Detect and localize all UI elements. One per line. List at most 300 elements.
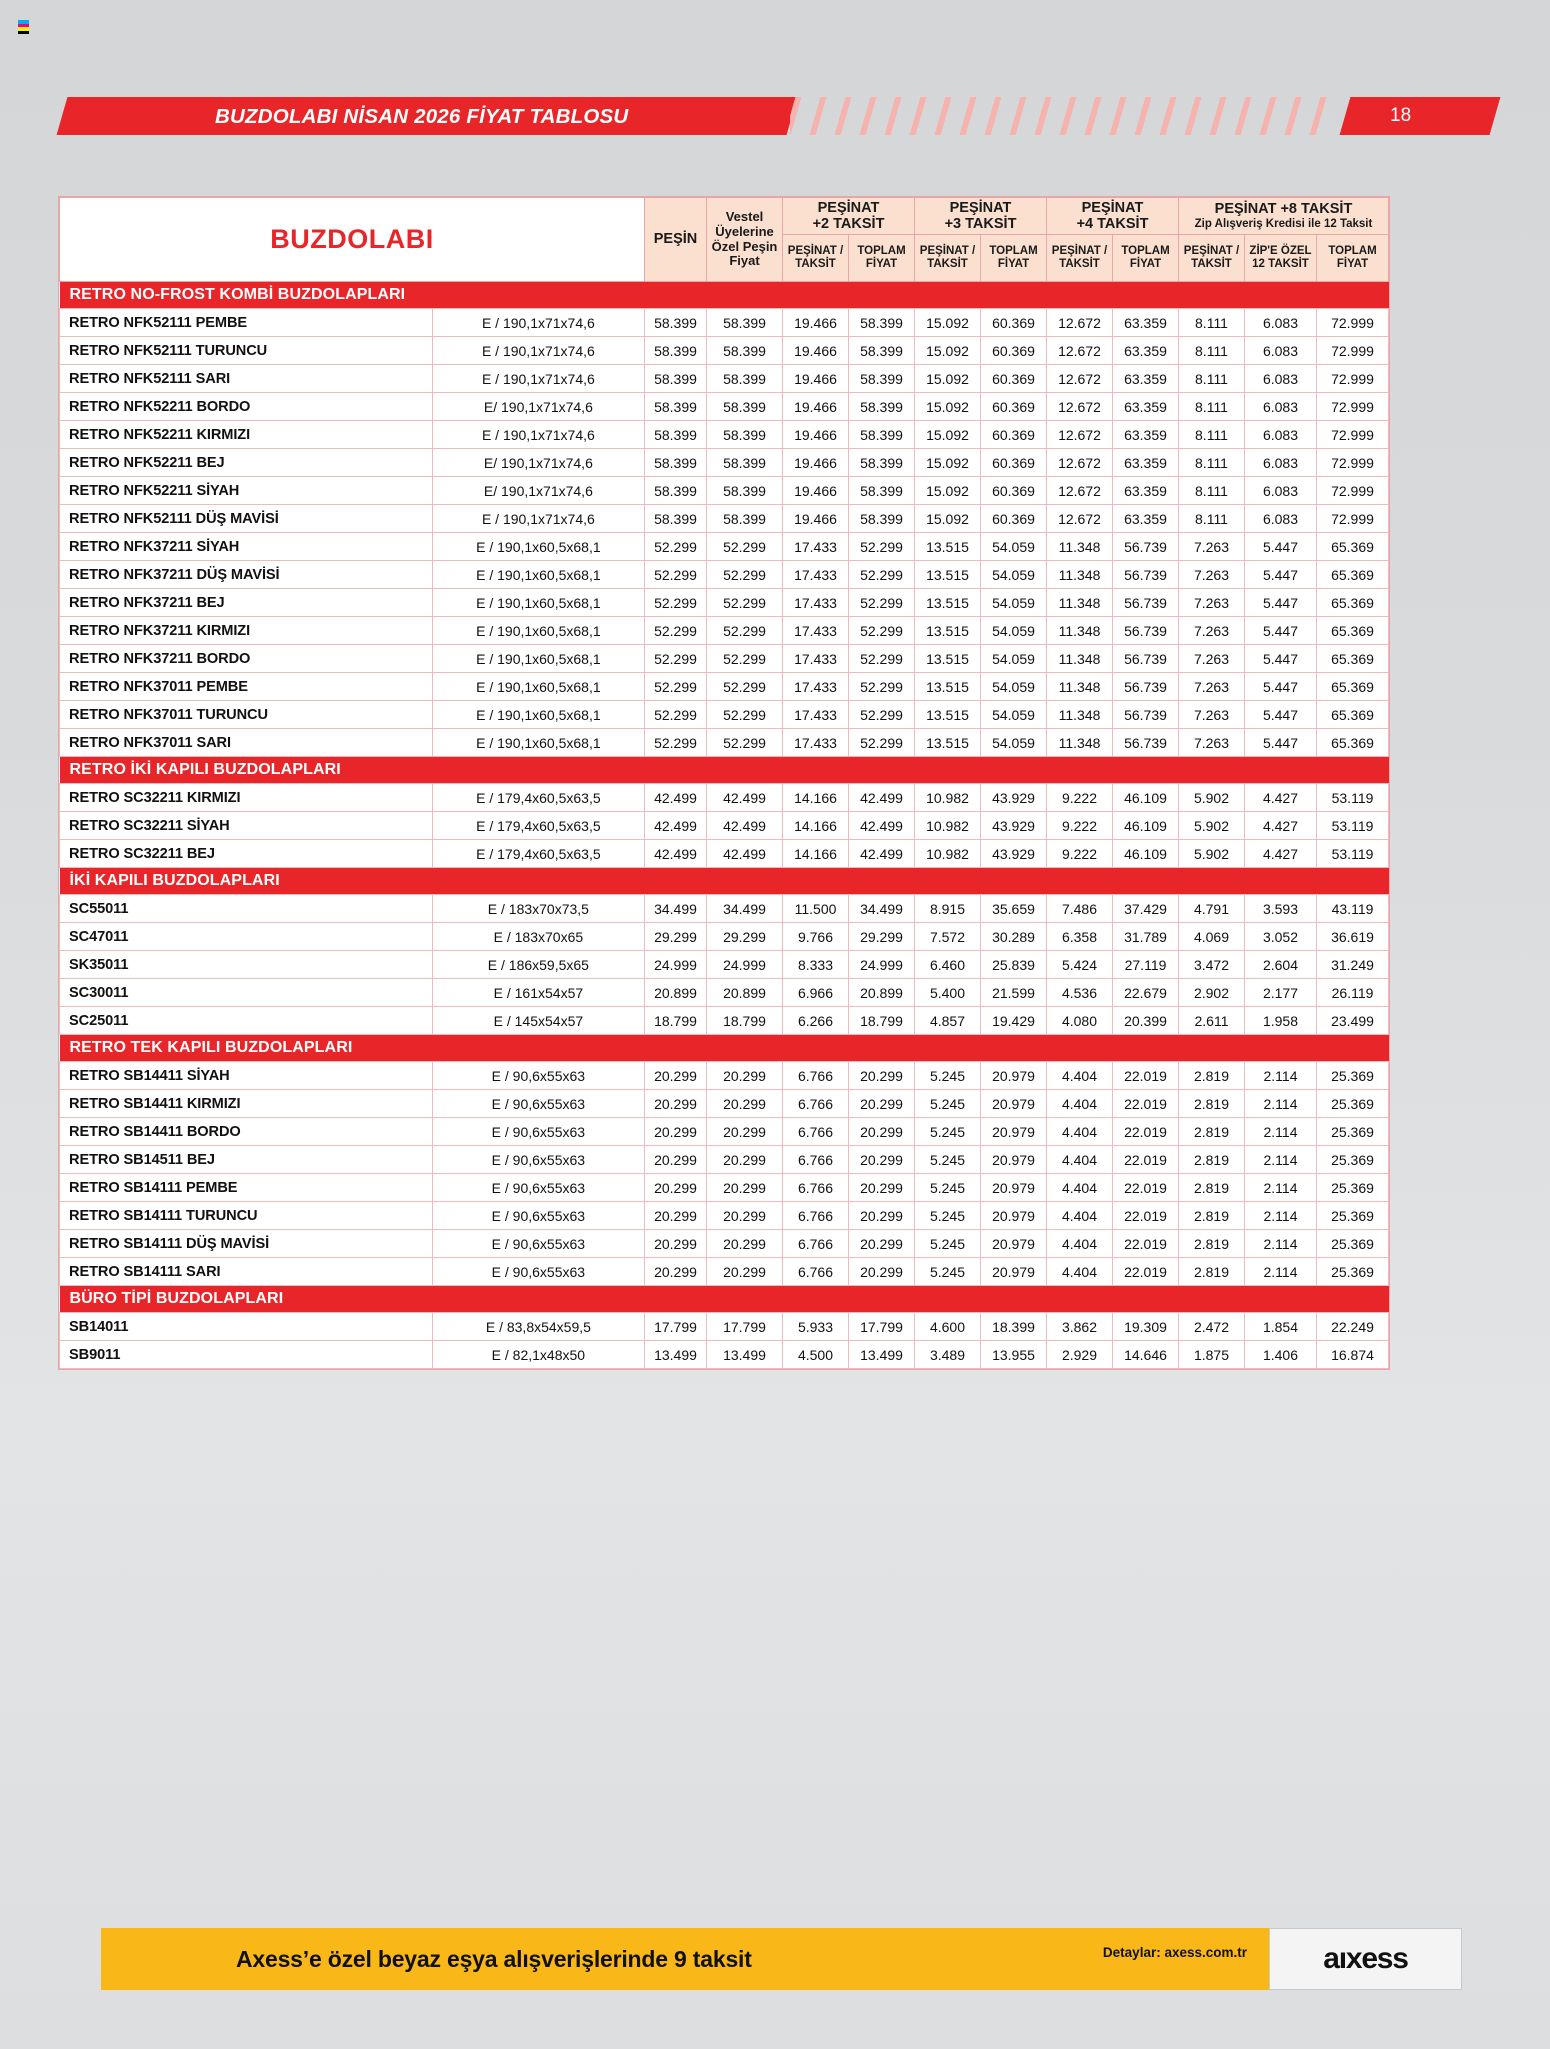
- price-cell: 5.245: [915, 1230, 981, 1258]
- table-row: [60, 617, 1389, 645]
- price-cell: 17.799: [849, 1313, 915, 1341]
- table-title-cell: [60, 198, 645, 282]
- price-cell: 46.109: [1113, 784, 1179, 812]
- price-cell: 31.789: [1113, 923, 1179, 951]
- price-cell: 58.399: [707, 421, 783, 449]
- price-cell: 5.902: [1179, 784, 1245, 812]
- table-row: [60, 533, 1389, 561]
- section-header-label: RETRO İKİ KAPILI BUZDOLAPLARI: [60, 757, 1389, 784]
- price-cell: 11.348: [1047, 645, 1113, 673]
- price-cell: 20.299: [849, 1174, 915, 1202]
- price-cell: 5.447: [1245, 533, 1317, 561]
- product-dimensions: E / 190,1x60,5x68,1: [432, 589, 644, 617]
- product-dimensions: E / 90,6x55x63: [432, 1062, 644, 1090]
- price-cell: 21.599: [981, 979, 1047, 1007]
- price-cell: 19.466: [783, 309, 849, 337]
- product-dimensions: E / 190,1x60,5x68,1: [432, 701, 644, 729]
- price-cell: 5.245: [915, 1090, 981, 1118]
- price-cell: 7.263: [1179, 729, 1245, 757]
- price-cell: 20.299: [645, 1230, 707, 1258]
- price-cell: 18.799: [849, 1007, 915, 1035]
- product-name: RETRO SB14511 BEJ: [60, 1146, 433, 1174]
- product-name: RETRO NFK52211 BEJ: [60, 449, 433, 477]
- price-cell: 8.111: [1179, 449, 1245, 477]
- col-header-4-pesinat-taksit: PEŞİNAT / TAKSİT: [1047, 235, 1113, 282]
- price-cell: 20.299: [849, 1118, 915, 1146]
- price-cell: 20.979: [981, 1202, 1047, 1230]
- price-cell: 17.433: [783, 617, 849, 645]
- product-name: RETRO SB14111 PEMBE: [60, 1174, 433, 1202]
- price-cell: 58.399: [645, 449, 707, 477]
- price-cell: 65.369: [1317, 645, 1389, 673]
- col-group-8-installments: [1179, 198, 1389, 235]
- promo-details-link[interactable]: Detaylar: axess.com.tr: [1102, 1945, 1247, 1960]
- price-cell: 52.299: [707, 729, 783, 757]
- price-cell: 56.739: [1113, 561, 1179, 589]
- price-cell: 2.114: [1245, 1090, 1317, 1118]
- price-cell: 20.299: [707, 1174, 783, 1202]
- price-cell: 56.739: [1113, 589, 1179, 617]
- product-name: RETRO NFK37011 SARI: [60, 729, 433, 757]
- col-group-8-line1: PEŞİNAT +8 TAKSİT: [1214, 200, 1353, 217]
- price-cell: 58.399: [707, 365, 783, 393]
- price-cell: 43.929: [981, 784, 1047, 812]
- product-dimensions: E / 83,8x54x59,5: [432, 1313, 644, 1341]
- price-cell: 20.299: [707, 1258, 783, 1286]
- price-cell: 72.999: [1317, 421, 1389, 449]
- price-cell: 65.369: [1317, 589, 1389, 617]
- price-cell: 13.515: [915, 729, 981, 757]
- product-dimensions: E/ 190,1x71x74,6: [432, 393, 644, 421]
- col-header-vestel-special: Vestel Üyelerine Özel Peşin Fiyat: [707, 198, 783, 282]
- price-cell: 4.600: [915, 1313, 981, 1341]
- price-cell: 9.222: [1047, 812, 1113, 840]
- price-cell: 35.659: [981, 895, 1047, 923]
- price-cell: 20.299: [645, 1174, 707, 1202]
- price-cell: 58.399: [849, 505, 915, 533]
- price-cell: 8.111: [1179, 505, 1245, 533]
- price-cell: 2.114: [1245, 1062, 1317, 1090]
- price-cell: 27.119: [1113, 951, 1179, 979]
- price-cell: 20.299: [849, 1146, 915, 1174]
- price-cell: 52.299: [707, 701, 783, 729]
- product-name: RETRO SB14411 SİYAH: [60, 1062, 433, 1090]
- product-name: RETRO SC32211 KIRMIZI: [60, 784, 433, 812]
- price-table-body: [60, 282, 1389, 1369]
- promo-banner: [101, 1928, 1269, 1990]
- price-cell: 7.486: [1047, 895, 1113, 923]
- product-dimensions: E / 90,6x55x63: [432, 1146, 644, 1174]
- price-cell: 60.369: [981, 309, 1047, 337]
- price-cell: 3.052: [1245, 923, 1317, 951]
- price-cell: 4.427: [1245, 840, 1317, 868]
- product-dimensions: E / 190,1x71x74,6: [432, 421, 644, 449]
- price-cell: 43.119: [1317, 895, 1389, 923]
- price-cell: 22.019: [1113, 1090, 1179, 1118]
- price-cell: 25.369: [1317, 1090, 1389, 1118]
- price-cell: 17.799: [645, 1313, 707, 1341]
- price-cell: 26.119: [1317, 979, 1389, 1007]
- price-cell: 25.369: [1317, 1062, 1389, 1090]
- price-cell: 53.119: [1317, 784, 1389, 812]
- price-cell: 7.263: [1179, 645, 1245, 673]
- price-cell: 2.819: [1179, 1118, 1245, 1146]
- price-cell: 52.299: [707, 561, 783, 589]
- price-cell: 29.299: [849, 923, 915, 951]
- price-cell: 22.019: [1113, 1258, 1179, 1286]
- price-cell: 6.266: [783, 1007, 849, 1035]
- price-cell: 42.499: [849, 840, 915, 868]
- price-cell: 12.672: [1047, 337, 1113, 365]
- price-cell: 11.348: [1047, 701, 1113, 729]
- price-cell: 7.572: [915, 923, 981, 951]
- product-dimensions: E / 179,4x60,5x63,5: [432, 840, 644, 868]
- product-name: RETRO SB14411 KIRMIZI: [60, 1090, 433, 1118]
- table-row: [60, 729, 1389, 757]
- price-cell: 5.902: [1179, 840, 1245, 868]
- price-cell: 43.929: [981, 840, 1047, 868]
- product-name: RETRO SB14411 BORDO: [60, 1118, 433, 1146]
- price-cell: 58.399: [707, 393, 783, 421]
- price-cell: 20.299: [707, 1146, 783, 1174]
- price-cell: 7.263: [1179, 561, 1245, 589]
- table-row: [60, 1007, 1389, 1035]
- price-cell: 52.299: [645, 729, 707, 757]
- price-table: [59, 197, 1389, 1369]
- price-cell: 13.515: [915, 617, 981, 645]
- price-cell: 20.979: [981, 1146, 1047, 1174]
- table-row: [60, 1090, 1389, 1118]
- price-cell: 2.114: [1245, 1230, 1317, 1258]
- price-cell: 4.404: [1047, 1174, 1113, 1202]
- price-cell: 22.019: [1113, 1062, 1179, 1090]
- axess-logo-text: aıxess: [1323, 1942, 1408, 1975]
- price-cell: 15.092: [915, 337, 981, 365]
- price-cell: 54.059: [981, 589, 1047, 617]
- col-header-8-pesinat-taksit: PEŞİNAT / TAKSİT: [1179, 235, 1245, 282]
- price-cell: 25.369: [1317, 1174, 1389, 1202]
- price-cell: 17.799: [707, 1313, 783, 1341]
- col-header-3-pesinat-taksit: PEŞİNAT / TAKSİT: [915, 235, 981, 282]
- product-name: RETRO SB14111 DÜŞ MAVİSİ: [60, 1230, 433, 1258]
- product-dimensions: E/ 190,1x71x74,6: [432, 449, 644, 477]
- page-number-shape: [1340, 97, 1501, 135]
- price-cell: 56.739: [1113, 533, 1179, 561]
- product-dimensions: E/ 190,1x71x74,6: [432, 477, 644, 505]
- product-name: RETRO NFK37211 DÜŞ MAVİSİ: [60, 561, 433, 589]
- price-cell: 34.499: [849, 895, 915, 923]
- price-cell: 15.092: [915, 477, 981, 505]
- product-name: RETRO NFK37211 KIRMIZI: [60, 617, 433, 645]
- price-cell: 5.245: [915, 1062, 981, 1090]
- price-cell: 4.404: [1047, 1090, 1113, 1118]
- price-cell: 13.515: [915, 589, 981, 617]
- price-cell: 7.263: [1179, 701, 1245, 729]
- table-row: [60, 895, 1389, 923]
- price-cell: 18.799: [707, 1007, 783, 1035]
- product-name: RETRO NFK52111 DÜŞ MAVİSİ: [60, 505, 433, 533]
- price-cell: 42.499: [645, 784, 707, 812]
- price-cell: 25.369: [1317, 1202, 1389, 1230]
- table-row: [60, 979, 1389, 1007]
- price-cell: 15.092: [915, 449, 981, 477]
- product-dimensions: E / 82,1x48x50: [432, 1341, 644, 1369]
- section-header-label: İKİ KAPILI BUZDOLAPLARI: [60, 868, 1389, 895]
- price-cell: 1.406: [1245, 1341, 1317, 1369]
- price-cell: 17.433: [783, 561, 849, 589]
- price-cell: 58.399: [645, 505, 707, 533]
- price-cell: 6.083: [1245, 505, 1317, 533]
- price-cell: 72.999: [1317, 449, 1389, 477]
- section-header-label: RETRO NO-FROST KOMBİ BUZDOLAPLARI: [60, 282, 1389, 309]
- price-cell: 19.429: [981, 1007, 1047, 1035]
- price-cell: 6.766: [783, 1090, 849, 1118]
- price-cell: 14.166: [783, 840, 849, 868]
- price-cell: 20.299: [707, 1062, 783, 1090]
- price-cell: 65.369: [1317, 729, 1389, 757]
- price-cell: 11.348: [1047, 617, 1113, 645]
- price-cell: 20.299: [645, 1146, 707, 1174]
- table-row: [60, 393, 1389, 421]
- table-row: [60, 421, 1389, 449]
- product-name: RETRO NFK37011 PEMBE: [60, 673, 433, 701]
- price-cell: 25.369: [1317, 1146, 1389, 1174]
- price-cell: 6.083: [1245, 393, 1317, 421]
- product-name: RETRO SB14111 SARI: [60, 1258, 433, 1286]
- col-header-2-toplam-fiyat: TOPLAM FİYAT: [849, 235, 915, 282]
- price-cell: 60.369: [981, 393, 1047, 421]
- price-cell: 5.447: [1245, 645, 1317, 673]
- product-dimensions: E / 145x54x57: [432, 1007, 644, 1035]
- product-dimensions: E / 179,4x60,5x63,5: [432, 784, 644, 812]
- price-cell: 53.119: [1317, 812, 1389, 840]
- price-cell: 5.245: [915, 1202, 981, 1230]
- product-dimensions: E / 190,1x60,5x68,1: [432, 561, 644, 589]
- product-name: SC25011: [60, 1007, 433, 1035]
- price-cell: 52.299: [645, 701, 707, 729]
- price-cell: 20.899: [849, 979, 915, 1007]
- price-cell: 8.111: [1179, 477, 1245, 505]
- price-cell: 4.404: [1047, 1146, 1113, 1174]
- table-row: [60, 784, 1389, 812]
- price-cell: 2.819: [1179, 1230, 1245, 1258]
- col-group-8-line2: Zip Alışveriş Kredisi ile 12 Taksit: [1194, 218, 1373, 231]
- price-cell: 58.399: [849, 477, 915, 505]
- section-header-label: BÜRO TİPİ BUZDOLAPLARI: [60, 1286, 1389, 1313]
- product-name: RETRO NFK52111 TURUNCU: [60, 337, 433, 365]
- price-cell: 20.299: [849, 1230, 915, 1258]
- price-cell: 58.399: [645, 365, 707, 393]
- price-cell: 72.999: [1317, 505, 1389, 533]
- table-row: [60, 923, 1389, 951]
- price-cell: 4.404: [1047, 1202, 1113, 1230]
- product-name: RETRO NFK37211 BORDO: [60, 645, 433, 673]
- col-header-pesin: PEŞİN: [645, 198, 707, 282]
- price-cell: 54.059: [981, 729, 1047, 757]
- price-cell: 17.433: [783, 729, 849, 757]
- price-cell: 14.166: [783, 784, 849, 812]
- price-cell: 19.466: [783, 421, 849, 449]
- price-cell: 4.791: [1179, 895, 1245, 923]
- price-cell: 52.299: [645, 617, 707, 645]
- price-cell: 58.399: [645, 477, 707, 505]
- price-cell: 6.083: [1245, 337, 1317, 365]
- product-name: SC55011: [60, 895, 433, 923]
- price-cell: 6.766: [783, 1258, 849, 1286]
- col-group-4-line1: PEŞİNAT: [1081, 199, 1144, 216]
- price-cell: 25.369: [1317, 1118, 1389, 1146]
- table-row: [60, 309, 1389, 337]
- price-cell: 60.369: [981, 365, 1047, 393]
- page-title-rest: NİSAN 2026 FİYAT TABLOSU: [343, 105, 629, 128]
- price-cell: 11.348: [1047, 533, 1113, 561]
- price-cell: 52.299: [707, 645, 783, 673]
- price-cell: 58.399: [707, 449, 783, 477]
- page-number: 18: [1390, 105, 1412, 126]
- price-cell: 2.177: [1245, 979, 1317, 1007]
- price-cell: 42.499: [707, 812, 783, 840]
- price-cell: 72.999: [1317, 365, 1389, 393]
- table-row: [60, 1118, 1389, 1146]
- table-row: [60, 812, 1389, 840]
- price-cell: 4.404: [1047, 1258, 1113, 1286]
- price-cell: 63.359: [1113, 449, 1179, 477]
- price-cell: 52.299: [707, 617, 783, 645]
- price-cell: 58.399: [645, 393, 707, 421]
- price-cell: 42.499: [849, 784, 915, 812]
- product-dimensions: E / 190,1x60,5x68,1: [432, 673, 644, 701]
- price-cell: 58.399: [707, 505, 783, 533]
- price-cell: 5.447: [1245, 589, 1317, 617]
- price-cell: 52.299: [707, 673, 783, 701]
- price-cell: 10.982: [915, 784, 981, 812]
- price-cell: 52.299: [849, 533, 915, 561]
- price-cell: 20.299: [849, 1202, 915, 1230]
- price-cell: 25.839: [981, 951, 1047, 979]
- price-cell: 56.739: [1113, 617, 1179, 645]
- price-cell: 52.299: [645, 561, 707, 589]
- price-cell: 5.447: [1245, 701, 1317, 729]
- price-cell: 2.902: [1179, 979, 1245, 1007]
- price-cell: 2.114: [1245, 1146, 1317, 1174]
- price-cell: 4.080: [1047, 1007, 1113, 1035]
- price-cell: 29.299: [707, 923, 783, 951]
- price-cell: 58.399: [645, 337, 707, 365]
- product-dimensions: E / 183x70x65: [432, 923, 644, 951]
- price-cell: 15.092: [915, 365, 981, 393]
- price-cell: 4.536: [1047, 979, 1113, 1007]
- price-cell: 5.447: [1245, 673, 1317, 701]
- price-cell: 52.299: [849, 561, 915, 589]
- price-cell: 52.299: [849, 701, 915, 729]
- price-cell: 58.399: [849, 421, 915, 449]
- product-dimensions: E / 190,1x71x74,6: [432, 337, 644, 365]
- price-cell: 58.399: [849, 449, 915, 477]
- price-cell: 60.369: [981, 477, 1047, 505]
- price-cell: 20.399: [1113, 1007, 1179, 1035]
- table-row: [60, 645, 1389, 673]
- price-cell: 6.083: [1245, 365, 1317, 393]
- price-cell: 20.979: [981, 1090, 1047, 1118]
- price-cell: 36.619: [1317, 923, 1389, 951]
- price-cell: 52.299: [849, 589, 915, 617]
- product-dimensions: E / 190,1x71x74,6: [432, 365, 644, 393]
- price-cell: 15.092: [915, 421, 981, 449]
- price-cell: 3.862: [1047, 1313, 1113, 1341]
- price-cell: 58.399: [707, 337, 783, 365]
- price-cell: 58.399: [707, 309, 783, 337]
- section-header-row: [60, 1286, 1389, 1313]
- price-cell: 53.119: [1317, 840, 1389, 868]
- price-cell: 6.083: [1245, 449, 1317, 477]
- price-cell: 11.500: [783, 895, 849, 923]
- col-header-3-toplam-fiyat: TOPLAM FİYAT: [981, 235, 1047, 282]
- price-cell: 63.359: [1113, 477, 1179, 505]
- price-cell: 19.466: [783, 505, 849, 533]
- price-cell: 13.499: [849, 1341, 915, 1369]
- price-cell: 17.433: [783, 701, 849, 729]
- price-cell: 5.245: [915, 1146, 981, 1174]
- price-cell: 9.766: [783, 923, 849, 951]
- table-row: [60, 673, 1389, 701]
- product-dimensions: E / 190,1x71x74,6: [432, 505, 644, 533]
- price-cell: 65.369: [1317, 533, 1389, 561]
- price-cell: 2.819: [1179, 1062, 1245, 1090]
- price-cell: 54.059: [981, 701, 1047, 729]
- price-cell: 43.929: [981, 812, 1047, 840]
- table-title: BUZDOLABI: [270, 224, 434, 255]
- price-cell: 60.369: [981, 505, 1047, 533]
- price-cell: 6.766: [783, 1230, 849, 1258]
- price-cell: 7.263: [1179, 673, 1245, 701]
- price-cell: 60.369: [981, 337, 1047, 365]
- table-row: [60, 701, 1389, 729]
- price-cell: 17.433: [783, 533, 849, 561]
- price-cell: 20.299: [645, 1202, 707, 1230]
- col-header-8-toplam-fiyat: TOPLAM FİYAT: [1317, 235, 1389, 282]
- price-cell: 63.359: [1113, 393, 1179, 421]
- product-name: SB9011: [60, 1341, 433, 1369]
- price-cell: 46.109: [1113, 840, 1179, 868]
- price-cell: 63.359: [1113, 421, 1179, 449]
- col-header-2-pesinat-taksit: PEŞİNAT / TAKSİT: [783, 235, 849, 282]
- price-cell: 20.299: [707, 1230, 783, 1258]
- price-cell: 2.819: [1179, 1090, 1245, 1118]
- price-cell: 65.369: [1317, 561, 1389, 589]
- product-dimensions: E / 90,6x55x63: [432, 1174, 644, 1202]
- price-cell: 58.399: [645, 421, 707, 449]
- price-cell: 52.299: [849, 729, 915, 757]
- price-cell: 60.369: [981, 449, 1047, 477]
- product-name: SC30011: [60, 979, 433, 1007]
- table-row: [60, 505, 1389, 533]
- product-dimensions: E / 179,4x60,5x63,5: [432, 812, 644, 840]
- product-name: RETRO NFK52211 SİYAH: [60, 477, 433, 505]
- price-cell: 20.979: [981, 1230, 1047, 1258]
- price-cell: 15.092: [915, 505, 981, 533]
- product-name: RETRO NFK37011 TURUNCU: [60, 701, 433, 729]
- price-cell: 46.109: [1113, 812, 1179, 840]
- product-dimensions: E / 183x70x73,5: [432, 895, 644, 923]
- price-cell: 22.019: [1113, 1174, 1179, 1202]
- price-cell: 14.646: [1113, 1341, 1179, 1369]
- price-cell: 54.059: [981, 645, 1047, 673]
- price-cell: 22.019: [1113, 1202, 1179, 1230]
- price-cell: 3.489: [915, 1341, 981, 1369]
- price-cell: 19.466: [783, 337, 849, 365]
- price-cell: 5.400: [915, 979, 981, 1007]
- price-cell: 6.966: [783, 979, 849, 1007]
